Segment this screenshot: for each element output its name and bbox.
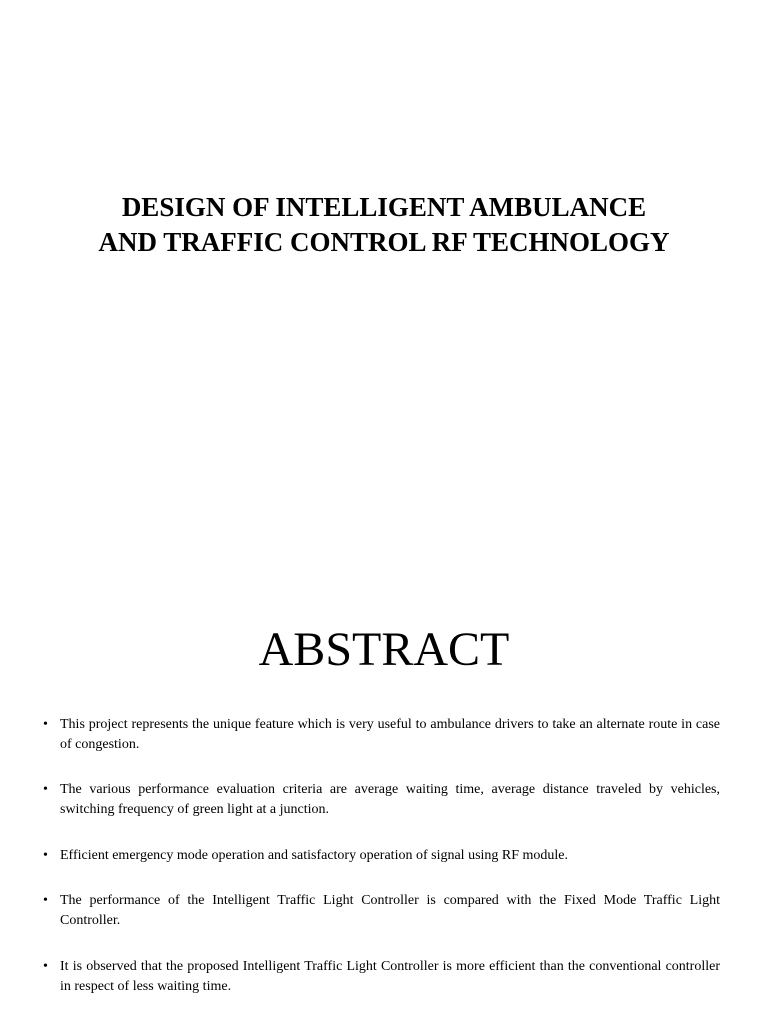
bullet-dot: • (43, 848, 48, 863)
abstract-heading: ABSTRACT (258, 623, 510, 676)
bullet-item-3 (43, 846, 720, 866)
bullet-item-1 (43, 715, 720, 755)
bullet-item-2 (43, 780, 720, 820)
bullet-text: The various performance evaluation criteria are average waiting time, average distance traveled by vehicles, switching frequency of green light at a junction. (60, 782, 720, 817)
bullet-dot: • (43, 893, 48, 908)
document-title (0, 190, 768, 260)
title-line-2: AND TRAFFIC CONTROL RF TECHNOLOGY (98, 227, 670, 257)
bullet-text: Efficient emergency mode operation and satisfactory operation of signal using RF module. (60, 848, 569, 863)
bullet-item-5 (43, 957, 720, 997)
bullet-text: The performance of the Intelligent Traffic Light Controller is compared with the Fixed Mode Traffic Light Controller. (60, 893, 720, 928)
bullet-dot: • (43, 717, 48, 732)
title-line-1: DESIGN OF INTELLIGENT AMBULANCE (121, 192, 647, 222)
bullet-dot: • (43, 782, 48, 797)
bullet-text: It is observed that the proposed Intelligent Traffic Light Controller is more efficient than the conventional controller in respect of less waiting time. (60, 959, 720, 994)
bullet-text: This project represents the unique feature which is very useful to ambulance drivers to take an alternate route in case of congestion. (60, 717, 720, 752)
bullet-dot: • (43, 959, 48, 974)
bullet-item-4 (43, 891, 720, 931)
